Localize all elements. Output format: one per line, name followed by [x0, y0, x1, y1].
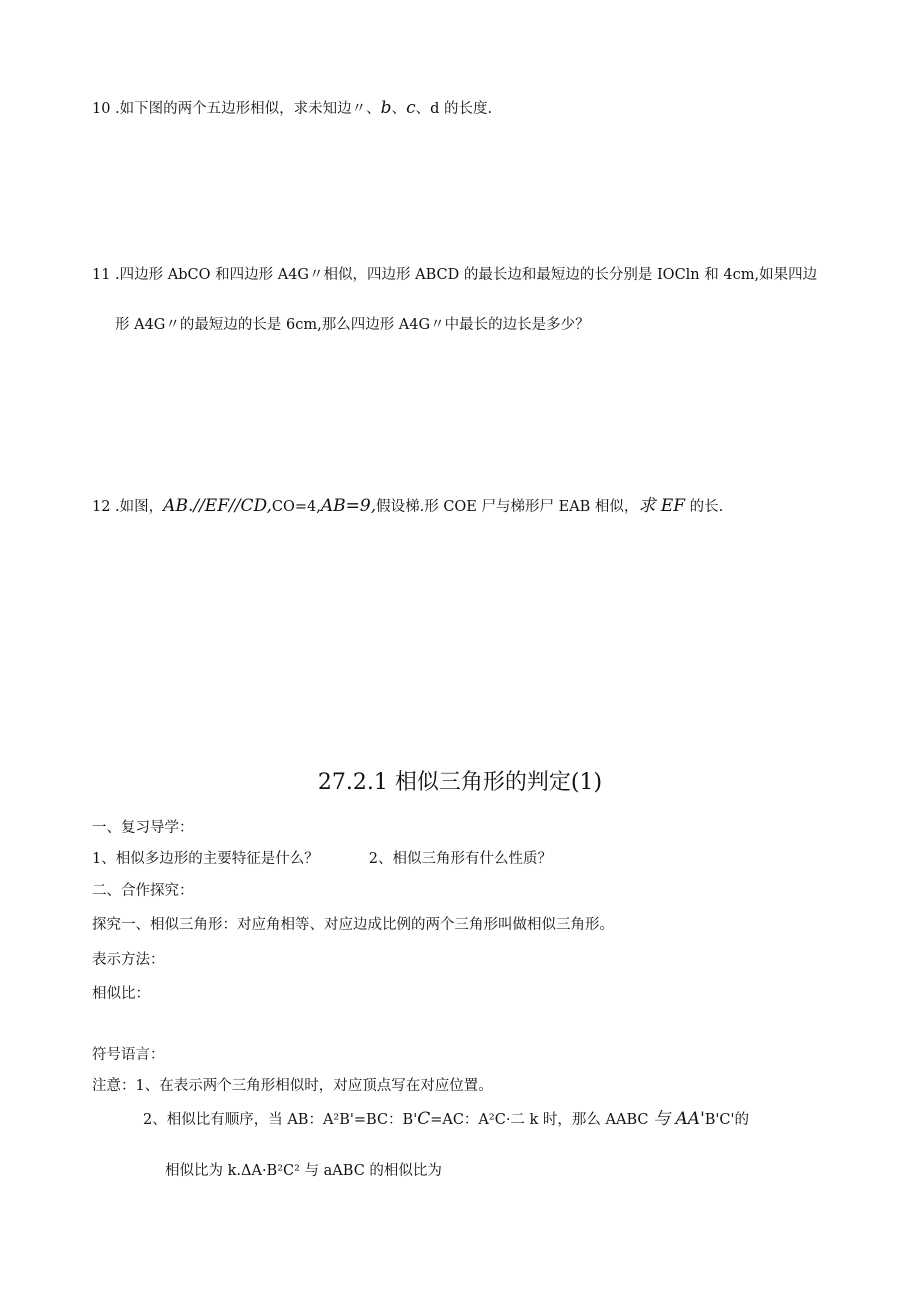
question-11-line-2: 形 A4G〃的最短边的长是 6cm,那么四边形 A4G〃中最长的边长是多少？ — [115, 317, 590, 333]
question-10 — [92, 98, 492, 119]
note-3: 相似比为 k.ΔA·B²C² 与 aABC 的相似比为 — [165, 1163, 442, 1179]
question-number: 10 — [92, 101, 111, 117]
symbolic-language-label: 符号语言： — [92, 1047, 165, 1063]
variable-b: b — [380, 98, 392, 118]
similarity-ratio-label: 相似比： — [92, 986, 150, 1002]
separator: 、 — [391, 101, 407, 117]
variable-c: c — [406, 98, 416, 118]
math-expression: AB.//EF//CD, — [163, 496, 272, 516]
question-text-rest: 、d 的长度. — [415, 101, 493, 117]
math-c: C — [417, 1109, 431, 1129]
question-text: .如下图的两个五边形相似，求未知边〃、 — [110, 101, 381, 117]
question-text: CO=4, — [271, 499, 321, 515]
review-question-2: 2、相似三角形有什么性质？ — [368, 851, 552, 867]
math-expression: 求 EF — [638, 496, 686, 516]
math-expression: 与 AA' — [653, 1109, 705, 1129]
cooperation-heading: 二、合作探究： — [92, 883, 194, 899]
note-2 — [143, 1109, 749, 1130]
question-number: 11 — [92, 267, 111, 283]
note-2-text: =AC：A²C·二 k 时，那么 AABC — [430, 1112, 654, 1128]
review-questions — [92, 849, 552, 869]
question-12 — [92, 496, 723, 517]
review-question-1: 1、相似多边形的主要特征是什么？ — [92, 851, 319, 867]
notation-label: 表示方法： — [92, 952, 165, 968]
section-title: 27.2.1 相似三角形的判定(1) — [317, 770, 603, 795]
question-text: 的长. — [685, 499, 724, 515]
question-text: 假设梯.形 COE 尸与梯形尸 EAB 相似， — [376, 499, 639, 515]
question-11-line-1 — [92, 265, 817, 285]
question-text: .四边形 AbCO 和四边形 A4G〃相似，四边形 ABCD 的最长边和最短边的长分别是 IOCln 和 4cm,如果四边 — [110, 267, 818, 283]
note-1: 注意：1、在表示两个三角形相似时，对应顶点写在对应位置。 — [92, 1078, 493, 1094]
note-2-end: B'C'的 — [704, 1112, 749, 1128]
note-2-text: 2、相似比有顺序，当 AB：A²B'=BC：B' — [143, 1112, 418, 1128]
math-expression: AB=9, — [320, 496, 377, 516]
review-heading: 一、复习导学： — [92, 820, 194, 836]
exploration-1: 探究一、相似三角形：对应角相等、对应边成比例的两个三角形叫做相似三角形。 — [92, 917, 614, 933]
question-number: 12 — [92, 499, 111, 515]
question-text: .如图， — [110, 499, 164, 515]
